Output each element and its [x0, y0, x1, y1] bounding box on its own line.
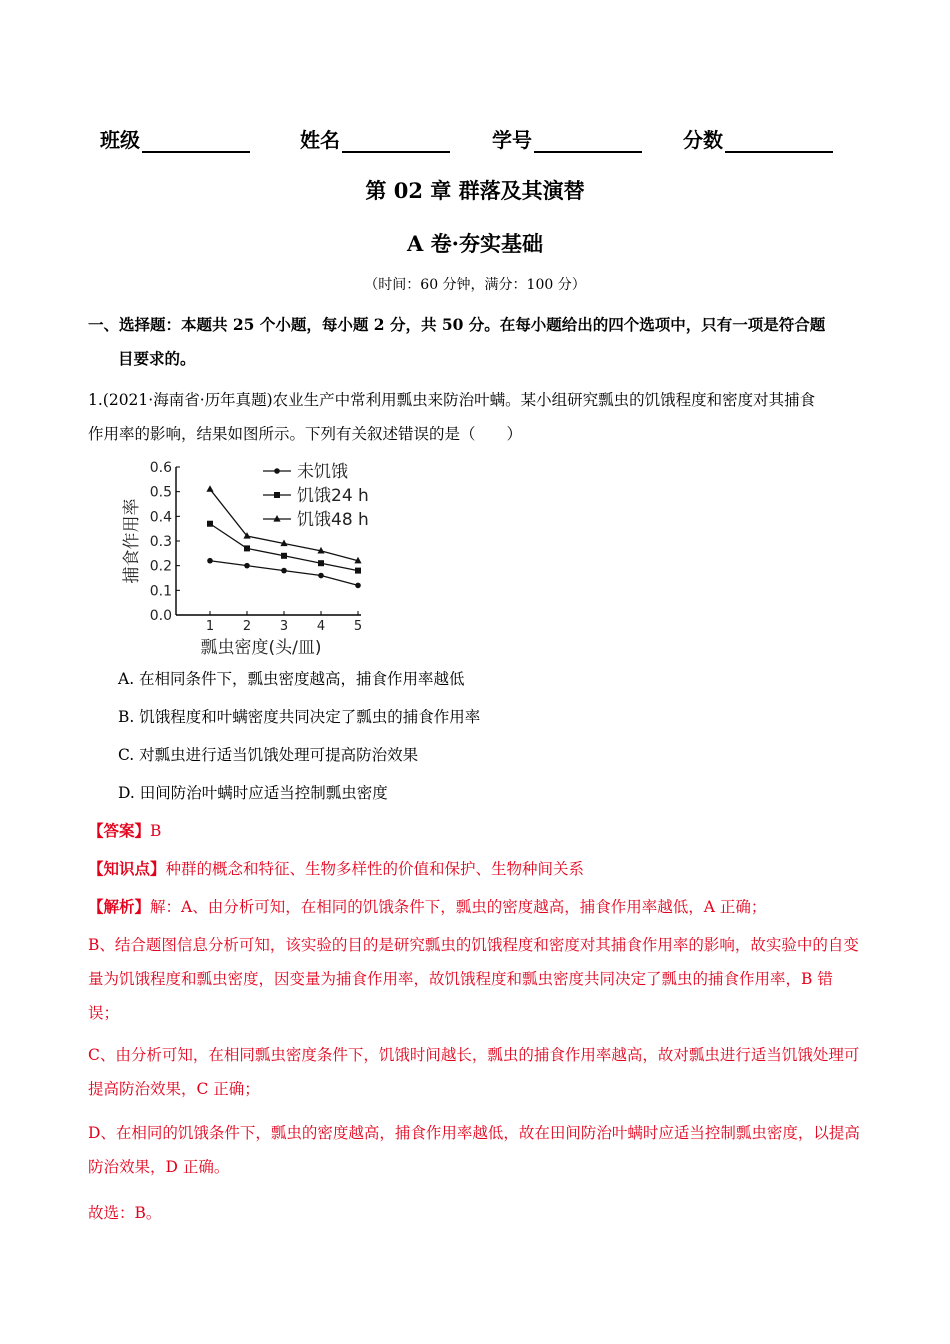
- x-tick-label: 4: [316, 619, 326, 634]
- x-tick-label: 3: [279, 619, 289, 634]
- y-axis-label: 捕食作用率: [122, 498, 142, 584]
- option-a[interactable]: A. 在相同条件下，瓢虫密度越高，捕食作用率越低: [118, 670, 465, 688]
- data-point: [355, 568, 361, 574]
- knowledge-line: 【知识点】种群的概念和特征、生物多样性的价值和保护、生物种间关系: [88, 859, 585, 878]
- analysis-d: D、在相同的饥饿条件下，瓢虫的密度越高，捕食作用率越低，故在田间防治叶螨时应适当控制瓢虫密度，以提高防治效果，D 正确。: [88, 1124, 860, 1176]
- x-tick-label: 5: [353, 619, 363, 634]
- student-info-header: [100, 124, 860, 156]
- legend-label: 饥饿24 h: [297, 486, 369, 506]
- name-blank[interactable]: [342, 129, 450, 153]
- data-point: [273, 515, 280, 522]
- legend-label: 饥饿48 h: [297, 510, 369, 530]
- class-field[interactable]: 班级: [100, 124, 250, 153]
- data-point: [274, 492, 280, 498]
- data-point: [244, 563, 250, 569]
- option-c[interactable]: C. 对瓢虫进行适当饥饿处理可提高防治效果: [118, 746, 419, 764]
- y-tick-label: 0.2: [149, 558, 172, 575]
- score-field[interactable]: 分数: [683, 124, 833, 153]
- exam-meta: （时间：60 分钟，满分：100 分）: [364, 277, 586, 293]
- data-point: [355, 583, 361, 589]
- option-b[interactable]: B. 饥饿程度和叶螨密度共同决定了瓢虫的捕食作用率: [118, 708, 481, 726]
- x-axis-label: 瓢虫密度(头/皿): [200, 638, 322, 658]
- data-point: [281, 568, 287, 574]
- y-tick-label: 0.4: [149, 509, 172, 526]
- data-point: [318, 560, 324, 566]
- score-blank[interactable]: [725, 129, 833, 153]
- volume-title: A 卷·夯实基础: [407, 231, 543, 256]
- id-blank[interactable]: [534, 129, 642, 153]
- option-d[interactable]: D. 田间防治叶螨时应适当控制瓢虫密度: [118, 784, 388, 802]
- x-tick-label: 1: [205, 619, 215, 634]
- legend-label: 未饥饿: [297, 462, 348, 482]
- data-point: [207, 521, 213, 527]
- y-tick-label: 0.1: [149, 583, 172, 600]
- chapter-title: 第 02 章 群落及其演替: [365, 178, 585, 203]
- data-point: [206, 485, 213, 492]
- section-heading: 一、选择题：本题共 25 个小题，每小题 2 分，共 50 分。在每小题给出的四个选项中，只有一项是符合题 目要求的。: [88, 315, 826, 368]
- predation-rate-chart: [118, 455, 388, 660]
- x-tick-label: 2: [242, 619, 252, 634]
- student-id-field[interactable]: 学号: [492, 124, 642, 153]
- class-blank[interactable]: [142, 129, 250, 153]
- data-point: [281, 553, 287, 559]
- answer-line: 【答案】B: [88, 821, 162, 840]
- data-point: [207, 558, 213, 564]
- analysis-a: 【解析】解：A、由分析可知，在相同的饥饿条件下，瓢虫的密度越高，捕食作用率越低，A 正确；: [88, 897, 767, 916]
- y-tick-label: 0.6: [149, 460, 172, 476]
- y-tick-label: 0.3: [149, 534, 172, 550]
- y-tick-label: 0.5: [149, 484, 172, 501]
- analysis-b: B、结合题图信息分析可知，该实验的目的是研究瓢虫的饥饿程度和密度对其捕食作用率的影响，故实验中的自变量为饥饿程度和瓢虫密度，因变量为捕食作用率，故饥饿程度和瓢虫密度共同决定了瓢虫的捕食作用率，B 错误；: [88, 936, 859, 1022]
- question-stem: 1.(2021·海南省·历年真题)农业生产中常利用瓢虫来防治叶螨。某小组研究瓢虫的饥饿程度和密度对其捕食 作用率的影响，结果如图所示。下列有关叙述错误的是（ ）: [88, 391, 816, 443]
- y-tick-label: 0.0: [149, 608, 172, 624]
- data-point: [274, 468, 280, 474]
- data-point: [244, 545, 250, 551]
- conclusion: 故选：B。: [88, 1204, 162, 1222]
- data-point: [318, 573, 324, 579]
- name-field[interactable]: 姓名: [300, 124, 450, 153]
- analysis-c: C、由分析可知，在相同瓢虫密度条件下，饥饿时间越长，瓢虫的捕食作用率越高，故对瓢虫进行适当饥饿处理可提高防治效果，C 正确；: [88, 1046, 860, 1098]
